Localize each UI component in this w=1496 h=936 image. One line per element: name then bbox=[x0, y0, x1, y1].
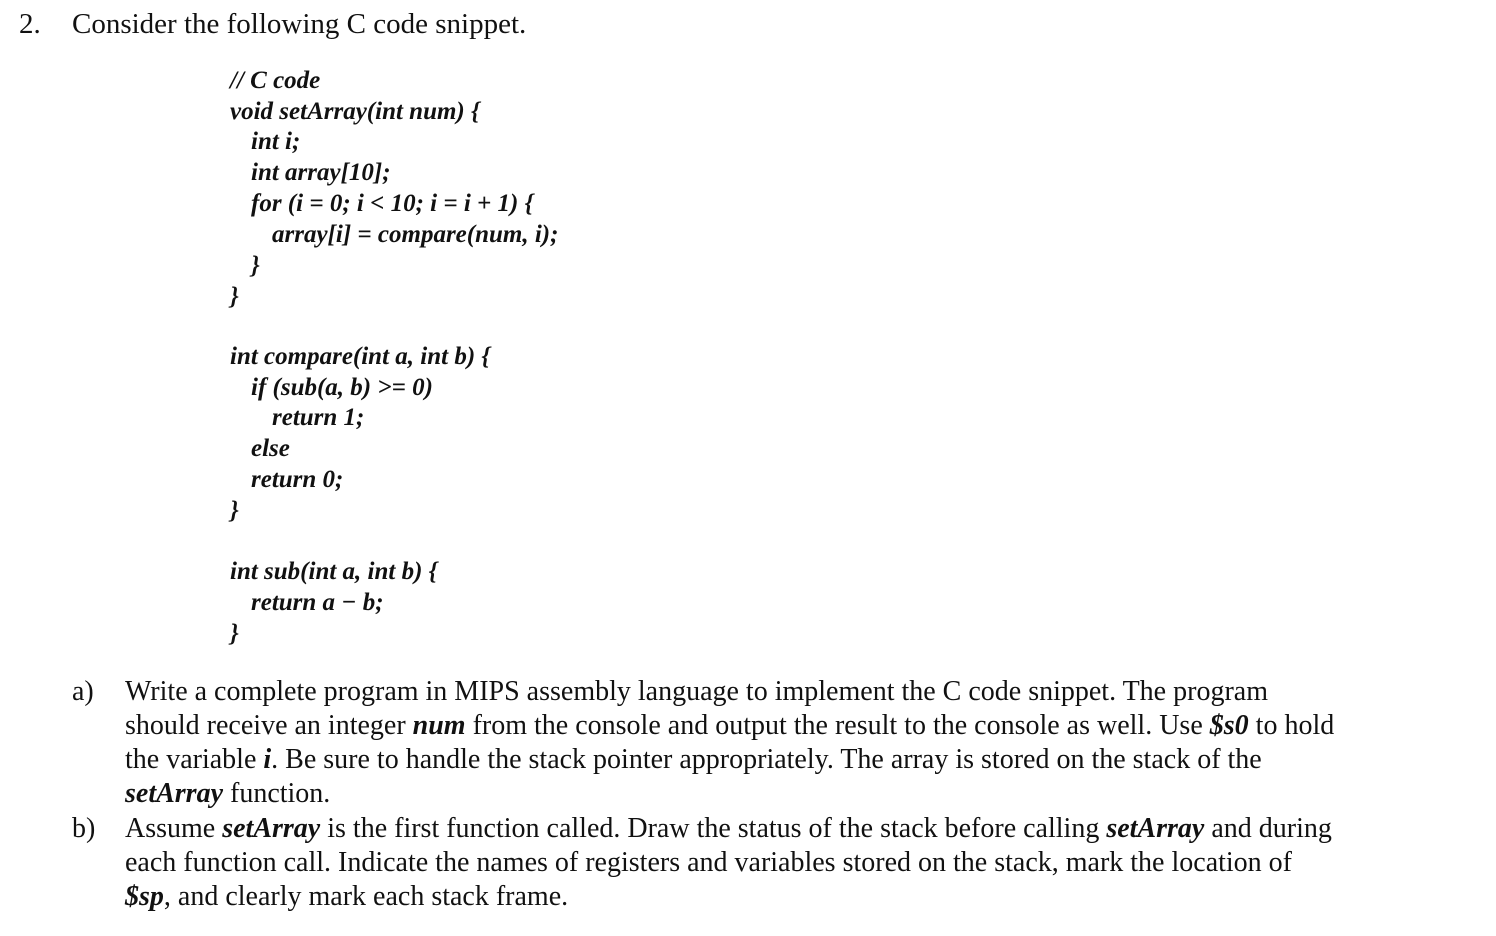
text-run: the variable bbox=[125, 744, 264, 775]
code-line: int i; bbox=[251, 128, 301, 155]
code-line: for (i = 0; i < 10; i = i + 1) { bbox=[251, 190, 534, 217]
register-s0: $s0 bbox=[1209, 710, 1249, 741]
part-a-label: a) bbox=[72, 676, 94, 707]
code-line: return 0; bbox=[251, 466, 344, 493]
code-line: int array[10]; bbox=[251, 159, 391, 186]
part-a-line bbox=[125, 777, 1455, 811]
code-line: } bbox=[230, 497, 239, 524]
function-setarray: setArray bbox=[222, 813, 321, 844]
code-line: void setArray(int num) { bbox=[230, 98, 480, 125]
text-run: from the console and output the result to the console as well. Use bbox=[465, 710, 1210, 741]
text-run: function. bbox=[223, 778, 331, 809]
text-run: . Be sure to handle the stack pointer appropriately. The array is stored on the stack of the bbox=[271, 744, 1262, 775]
function-setarray: setArray bbox=[1106, 813, 1205, 844]
code-line: int compare(int a, int b) { bbox=[230, 343, 491, 370]
register-sp: $sp bbox=[125, 881, 164, 912]
code-line: return a − b; bbox=[251, 589, 384, 616]
text-run: Assume bbox=[125, 813, 223, 844]
variable-i: i bbox=[263, 744, 272, 775]
part-b-line: each function call. Indicate the names of registers and variables stored on the stack, mark the location of bbox=[125, 847, 1293, 878]
text-run: , and clearly mark each stack frame. bbox=[163, 881, 569, 912]
part-a-line: Write a complete program in MIPS assembly language to implement the C code snippet. The program bbox=[125, 676, 1268, 707]
code-line: } bbox=[230, 283, 239, 310]
code-line: if (sub(a, b) >= 0) bbox=[251, 374, 433, 401]
code-line: // C code bbox=[230, 67, 321, 94]
code-line: } bbox=[251, 252, 260, 279]
text-run: and during bbox=[1204, 813, 1332, 844]
variable-num: num bbox=[412, 710, 466, 741]
code-line: array[i] = compare(num, i); bbox=[272, 221, 559, 248]
code-line: int sub(int a, int b) { bbox=[230, 558, 438, 585]
part-b-line bbox=[125, 880, 1455, 914]
function-setarray: setArray bbox=[125, 778, 223, 809]
question-intro: Consider the following C code snippet. bbox=[72, 8, 527, 40]
part-a-line bbox=[125, 743, 1455, 777]
part-b-label: b) bbox=[72, 813, 96, 844]
part-b-line bbox=[125, 812, 1455, 846]
text-run: should receive an integer bbox=[125, 710, 413, 741]
part-a-text bbox=[125, 675, 1455, 811]
part-b-text bbox=[125, 812, 1455, 914]
text-run: to hold bbox=[1248, 710, 1335, 741]
text-run: is the first function called. Draw the status of the stack before calling bbox=[320, 813, 1107, 844]
question-number: 2. bbox=[19, 8, 41, 40]
part-a-line bbox=[125, 709, 1455, 743]
code-line: } bbox=[230, 620, 239, 647]
code-line: else bbox=[251, 435, 290, 462]
code-line: return 1; bbox=[272, 404, 365, 431]
